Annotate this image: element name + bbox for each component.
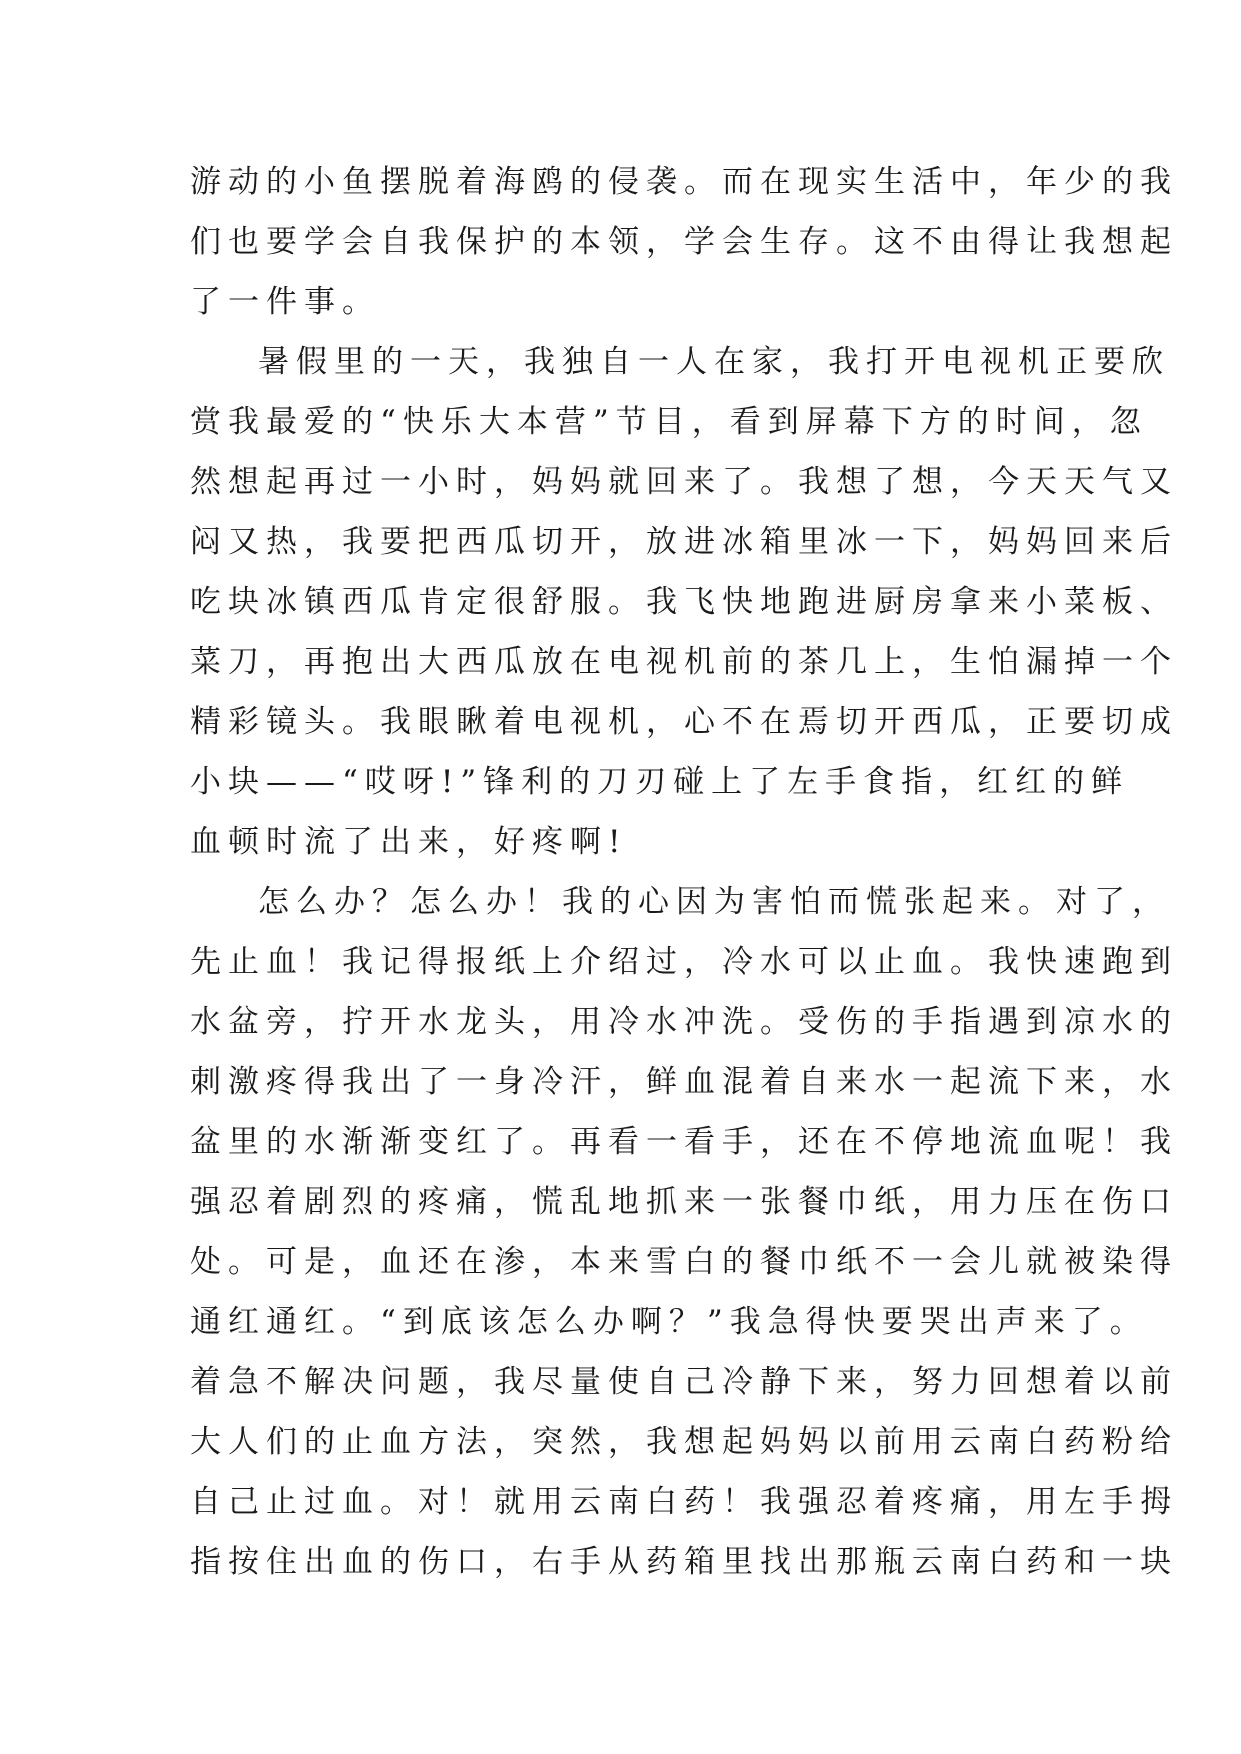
text-line: 了一件事。: [190, 284, 380, 320]
text-line: 们也要学会自我保护的本领，学会生存。这不由得让我想起: [190, 224, 1178, 260]
text-line: 菜刀，再抱出大西瓜放在电视机前的茶几上，生怕漏掉一个: [190, 644, 1178, 680]
text-line: 先止血！我记得报纸上介绍过，冷水可以止血。我快速跑到: [190, 944, 1178, 980]
text-line: 处。可是，血还在渗，本来雪白的餐巾纸不一会儿就被染得: [190, 1244, 1178, 1280]
text-line: 精彩镜头。我眼瞅着电视机，心不在焉切开西瓜，正要切成: [190, 704, 1178, 740]
text-line: 闷又热，我要把西瓜切开，放进冰箱里冰一下，妈妈回来后: [190, 524, 1178, 560]
paragraph-start-line: 暑假里的一天，我独自一人在家，我打开电视机正要欣: [258, 344, 1170, 380]
text-line: 强忍着剧烈的疼痛，慌乱地抓来一张餐巾纸，用力压在伤口: [190, 1184, 1178, 1220]
text-line: 着急不解决问题，我尽量使自己冷静下来，努力回想着以前: [190, 1364, 1178, 1400]
text-line: 自己止过血。对！就用云南白药！我强忍着疼痛，用左手拇: [190, 1484, 1178, 1520]
text-line: 大人们的止血方法，突然，我想起妈妈以前用云南白药粉给: [190, 1424, 1178, 1460]
text-line: 小块——“哎呀!”锋利的刀刃碰上了左手食指，红红的鲜: [190, 764, 1130, 800]
text-line: 通红通红。“到底该怎么办啊？”我急得快要哭出声来了。: [190, 1304, 1148, 1340]
text-line: 游动的小鱼摆脱着海鸥的侵袭。而在现实生活中，年少的我: [190, 164, 1178, 200]
paragraph-start-line: 怎么办？怎么办！我的心因为害怕而慌张起来。对了，: [258, 884, 1170, 920]
text-line: 指按住出血的伤口，右手从药箱里找出那瓶云南白药和一块: [190, 1544, 1178, 1580]
body-text: [190, 152, 1178, 1592]
text-line: 水盆旁，拧开水龙头，用冷水冲洗。受伤的手指遇到凉水的: [190, 1004, 1178, 1040]
text-line: 吃块冰镇西瓜肯定很舒服。我飞快地跑进厨房拿来小菜板、: [190, 584, 1178, 620]
text-line: 刺激疼得我出了一身冷汗，鲜血混着自来水一起流下来，水: [190, 1064, 1178, 1100]
text-line: 盆里的水渐渐变红了。再看一看手，还在不停地流血呢！我: [190, 1124, 1178, 1160]
text-line: 赏我最爱的“快乐大本营”节目，看到屏幕下方的时间，忽: [190, 404, 1148, 440]
text-line: 血顿时流了出来，好疼啊!: [190, 824, 628, 860]
text-line: 然想起再过一小时，妈妈就回来了。我想了想，今天天气又: [190, 464, 1178, 500]
